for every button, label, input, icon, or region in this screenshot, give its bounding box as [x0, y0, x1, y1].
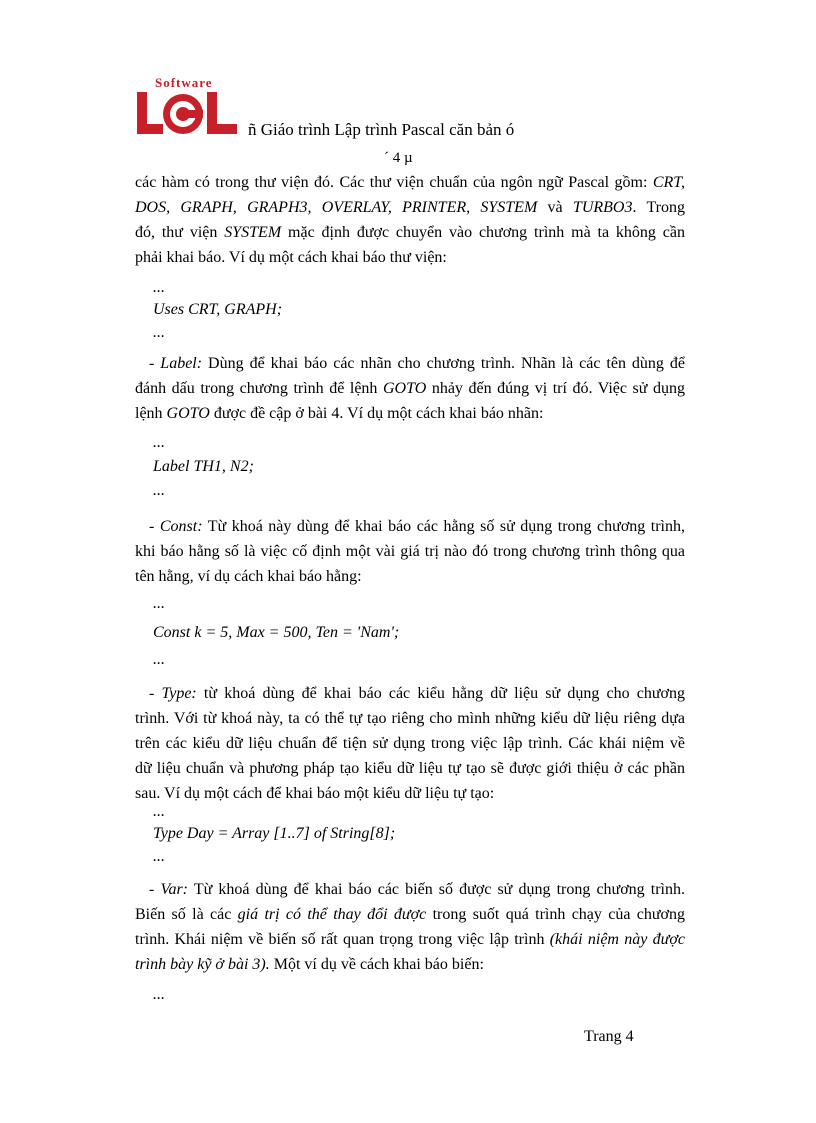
- page-number-marker: ´ 4 µ: [384, 150, 413, 166]
- code-line: Uses CRT, GRAPH;: [153, 301, 283, 318]
- code-line: ...: [153, 651, 165, 668]
- paragraph-type: - Type: từ khoá dùng để khai báo các kiểu hằng dữ liệu sử dụng cho chương trình. Với từ khoá này, ta có thể tự tạo riêng cho mình những kiểu dữ liệu riêng dựa trên các kiểu dữ liệu chuẩn để tiện sử dụng trong việc lập trình. Các khái niệm về dữ liệu chuẩn và phương pháp tạo kiểu dữ liệu tự tạo sẽ được giới thiệu ở các phần sau. Ví dụ một cách để khai báo một kiểu dữ liệu tự tạo:: [135, 685, 686, 802]
- paragraph-label: - Label: Dùng để khai báo các nhãn cho chương trình. Nhãn là các tên dùng để đánh dấu trong chương trình để lệnh GOTO nhảy đến đúng vị trí đó. Việc sử dụng lệnh GOTO được đề cập ở bài 4. Ví dụ một cách khai báo nhãn:: [135, 355, 686, 422]
- code-line: ...: [153, 986, 165, 1003]
- paragraph-libraries: các hàm có trong thư viện đó. Các thư viện chuẩn của ngôn ngữ Pascal gồm: CRT, DOS, GRAPH, GRAPH3, OVERLAY, PRINTER, SYSTEM và TURBO3. Trong đó, thư viện SYSTEM mặc định được chuyển vào chương trình mà ta không cần phải khai báo. Ví dụ một cách khai báo thư viện:: [135, 174, 685, 266]
- code-line: ...: [153, 803, 165, 820]
- software-lal-logo: [133, 74, 241, 138]
- page-footer: Trang 4: [584, 1028, 634, 1045]
- code-line: Type Day = Array [1..7] of String[8];: [153, 825, 396, 842]
- svg-text:Software: Software: [155, 75, 213, 90]
- code-line: ...: [153, 848, 165, 865]
- paragraph-const: - Const: Từ khoá này dùng để khai báo các hằng số sử dụng trong chương trình, khi báo hằng số là việc cố định một vài giá trị nào đó trong chương trình thông qua tên hằng, ví dụ cách khai báo hằng:: [135, 518, 685, 585]
- code-line: ...: [153, 434, 165, 451]
- code-line: Const k = 5, Max = 500, Ten = 'Nam';: [153, 624, 400, 641]
- code-line: ...: [153, 324, 165, 341]
- code-line: Label TH1, N2;: [153, 458, 254, 475]
- code-line: ...: [153, 595, 165, 612]
- document-header-title: ñ Giáo trình Lập trình Pascal căn bản ó: [248, 120, 515, 139]
- code-line: ...: [153, 279, 165, 296]
- code-line: ...: [153, 482, 165, 499]
- paragraph-var: - Var: Từ khoá dùng để khai báo các biến số được sử dụng trong chương trình. Biến số là các giá trị có thể thay đổi được trong suốt quá trình chạy của chương trình. Khái niệm về biến số rất quan trọng trong việc lập trình (khái niệm này được trình bày kỹ ở bài 3). Một ví dụ về cách khai báo biến:: [135, 881, 686, 973]
